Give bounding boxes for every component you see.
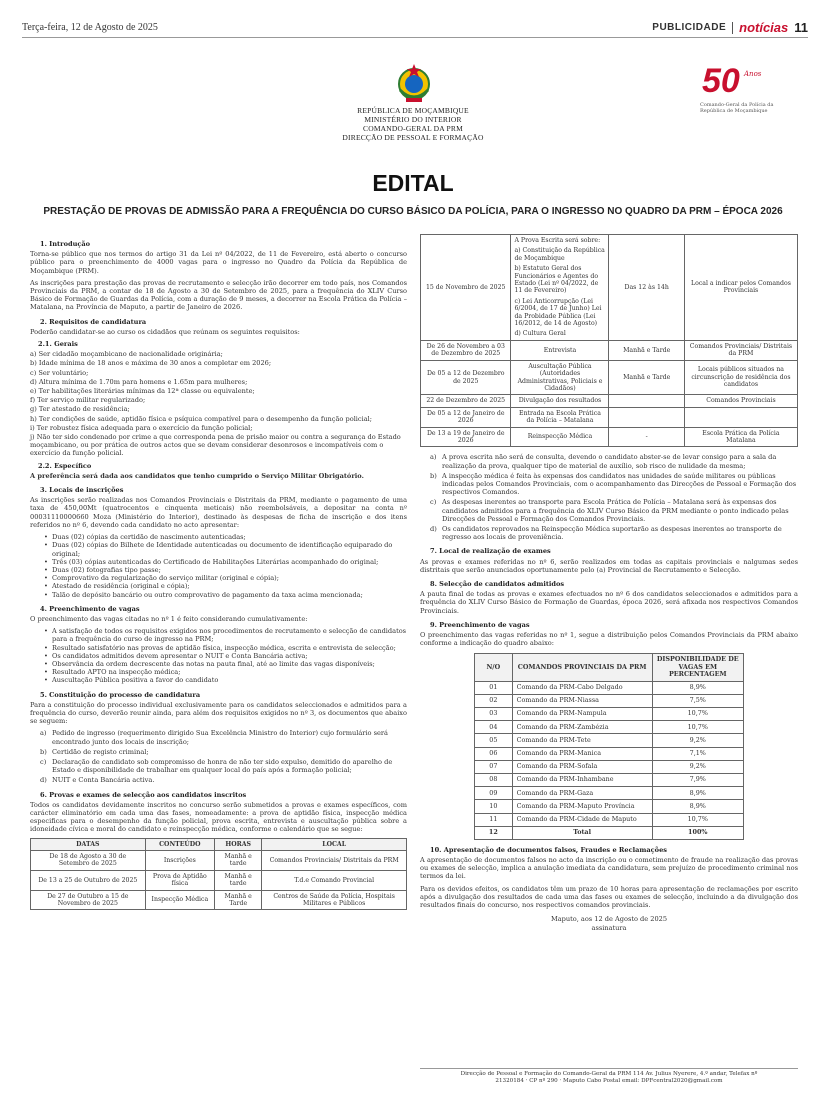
- table-row: [475, 734, 744, 747]
- table-cell: 12: [475, 826, 513, 839]
- list-item: h) Ter condições de saúde, aptidão física e psíquica compatível para o desempenho da função policial;: [30, 414, 372, 423]
- item-key: a): [430, 453, 437, 462]
- table-cell: 01: [475, 681, 513, 694]
- table-cell: Comando da PRM-Gaza: [512, 787, 652, 800]
- table-cell: 06: [475, 747, 513, 760]
- section-heading: 7. Local de realização de exames: [430, 547, 551, 556]
- table-cell: De 27 de Outubro a 15 de Novembro de 2025: [31, 890, 146, 910]
- institution-line: REPÚBLICA DE MOÇAMBIQUE: [357, 106, 469, 115]
- paragraph: As inscrições serão realizadas nos Comandos Provinciais e Distritais da PRM, mediante o pagamento de uma taxa de 450,00Mt (quatrocentos e cinquenta meticais) não reembolsáveis, a depositar na conta nº 00031110000660 Moza (Ministério do Interior), destinado às despesas de ficha de inscrição e dos itens referidos no nº 6, devendo cada candidato no acto apresentar:: [30, 496, 407, 529]
- list-item: • Duas (02) fotografias tipo passe;: [44, 566, 407, 574]
- table-cell: De 13 a 25 de Outubro de 2025: [31, 870, 146, 890]
- table-cell: 08: [475, 773, 513, 786]
- table-cell: 8,9%: [652, 681, 743, 694]
- table-cell: De 18 de Agosto a 30 de Setembro de 2025: [31, 851, 146, 871]
- schedule-table-continued: [420, 234, 798, 447]
- table-row: [475, 760, 744, 773]
- table-row: [475, 721, 744, 734]
- publication-date: Terça-feira, 12 de Agosto de 2025: [22, 22, 158, 33]
- subsection-heading: 2.2. Específico: [38, 461, 92, 470]
- table-cell: [511, 235, 609, 341]
- list-item: b) Idade mínima de 18 anos e máxima de 30 anos a completar em 2026;: [30, 359, 272, 368]
- table-cell: Comando da PRM-Inhambane: [512, 773, 652, 786]
- table-cell: Comandos Provinciais/ Distritais da PRM: [684, 340, 797, 360]
- table-cell: Das 12 às 14h: [609, 235, 684, 341]
- table-cell: Auscultação Pública (Autoridades Administrativas, Policiais e Cidadãos): [511, 360, 609, 395]
- document-subtitle: PRESTAÇÃO DE PROVAS DE ADMISSÃO PARA A FREQUÊNCIA DO CURSO BÁSICO DA POLÍCIA, PARA O INGRESSO NO QUADRO DA PRM – ÉPOCA 2026: [43, 206, 783, 217]
- table-cell: Inscrições: [145, 851, 214, 871]
- newspaper-logo: notícias: [739, 20, 789, 35]
- section-heading: 1. Introdução: [40, 240, 91, 248]
- table-cell: 10: [475, 800, 513, 813]
- list-item: [40, 729, 407, 745]
- table-cell: 15 de Novembro de 2025: [421, 235, 511, 341]
- table-cell: Entrada na Escola Prática da Polícia – Matalana: [511, 407, 609, 427]
- table-header: DATAS: [31, 838, 146, 850]
- table-header: N/O: [475, 654, 513, 681]
- table-cell: 9,2%: [652, 760, 743, 773]
- table-cell: Comando da PRM-Manica: [512, 747, 652, 760]
- list-item: e) Ter habilitações literárias mínimas da 12ª classe ou equivalente;: [30, 387, 255, 396]
- table-cell: 10,7%: [652, 813, 743, 826]
- table-cell: Local a indicar pelos Comandos Provinciais: [684, 235, 797, 341]
- table-row: [475, 747, 744, 760]
- anniversary-caption: Comando-Geral da Polícia da República de Moçambique: [700, 102, 774, 114]
- footer-line: Direcção de Pessoal e Formação do Comando-Geral da PRM 114 Av. Julius Nyerere, 4.º andar, Telefax nº: [460, 1071, 758, 1077]
- masthead: [652, 20, 808, 35]
- paragraph: A pauta final de todas as provas e exames efectuados no nº 6 dos candidatos seleccionados e admitidos para a frequência do XLIV Curso Básico de Formação de Guardas, época 2026, será afixada nos respectivos Comandos Provinciais.: [420, 590, 798, 615]
- table-cell: Escola Prática da Polícia Matalana: [684, 427, 797, 447]
- table-row-total: [475, 826, 744, 839]
- list-item: • Os candidatos admitidos devem apresentar o NUIT e Conta Bancária activa;: [44, 652, 407, 660]
- item-text: Pedido de ingresso (requerimento dirigido Sua Excelência Ministro do Interior) cujo formulário será encontrado junto dos locais de inscrição;: [52, 729, 388, 746]
- item-text: A inspecção médica é feita às expensas dos candidatos nas unidades de saúde militares ou públicas indicadas pelos Comandos Provinciais, com o acompanhamento das Direcções de Pessoal e Formação dos respectivos Comandos.: [442, 471, 797, 497]
- list-item: [430, 498, 798, 523]
- list-item: • Resultado APTO na inspecção médica;: [44, 668, 407, 676]
- table-cell: De 13 a 19 de Janeiro de 2026: [421, 427, 511, 447]
- table-header: CONTEÚDO: [145, 838, 214, 850]
- list-item: [40, 776, 407, 784]
- list-item: d) Altura mínima de 1.70m para homens e 1.65m para mulheres;: [30, 377, 248, 386]
- table-cell: Comando da PRM-Cidade de Maputo: [512, 813, 652, 826]
- paragraph: As inscrições para prestação das provas de recrutamento e selecção irão decorrer em todo país, nos Comandos Provinciais da PRM, a contar de 18 de Agosto a 30 de Setembro de 2025, para a frequência do XLIV Curso Básico de Formação de Guardas da Polícia, com a duração de 9 meses, a decorrer na Escola Prática da Polícia – Matalana, na Província de Maputo, a partir de Janeiro de 2026.: [30, 278, 407, 312]
- table-cell: 8,9%: [652, 800, 743, 813]
- table-cell: Reinspecção Médica: [511, 427, 609, 447]
- table-row: [31, 890, 407, 910]
- documents-list: [44, 533, 407, 599]
- institution-header: [0, 106, 826, 142]
- divider: [732, 22, 733, 34]
- table-row: [421, 407, 798, 427]
- table-cell: Manhã e Tarde: [609, 340, 684, 360]
- paragraph: Para a constituição do processo individual exclusivamente para os candidatos seleccionados e admitidos para a frequência do curso, deverão reunir ainda, para além dos requisitos exigidos no nº 3, os documentos que abaixo se seguem:: [30, 700, 407, 726]
- item-key: b): [40, 747, 47, 756]
- list-item: g) Ter atestado de residência;: [30, 405, 130, 414]
- list-item: • Atestado de residência (original e cópia);: [44, 582, 407, 590]
- list-item: a) Ser cidadão moçambicano de nacionalidade originária;: [30, 350, 223, 359]
- table-cell: 02: [475, 694, 513, 707]
- mozambique-emblem-icon: [392, 60, 436, 104]
- table-row: [421, 360, 798, 395]
- section-heading: 6. Provas e exames de selecção aos candidatos inscritos: [40, 790, 247, 799]
- schedule-table: [30, 838, 407, 911]
- item-text: A prova escrita não será de consulta, devendo o candidato abster-se de levar consigo para a sala da realização da prova, qualquer tipo de material de auxílio, sob risco de nulidade da mesma;: [442, 453, 777, 470]
- requirements-list: [30, 350, 407, 457]
- exam-content-line: b) Estatuto Geral dos Funcionários e Agentes do Estado (Lei nº 04/2022, de 11 de Fevereiro): [514, 265, 599, 295]
- institution-line: MINISTÉRIO DO INTERIOR: [364, 115, 462, 124]
- document-title: EDITAL: [372, 170, 454, 196]
- table-cell: Inspecção Médica: [145, 890, 214, 910]
- table-row: [421, 235, 798, 341]
- item-text: NUIT e Conta Bancária activa.: [52, 776, 155, 785]
- table-header: HORAS: [215, 838, 262, 850]
- right-column: [420, 234, 798, 932]
- table-cell: Comando da PRM-Tete: [512, 734, 652, 747]
- paragraph: Todos os candidatos devidamente inscritos no concurso serão submetidos a provas e exames específicos, com carácter eliminatório em cada uma das fases, nomeadamente: a prova de aptidão física, inspecção médica especificas para o desempenho da função policial, prova escrita, entrevista e auscultação pública sobre a idoneidade cívica e moral do candidato e reinspecção médica, conforme o calendário que se segue:: [30, 800, 407, 834]
- table-cell: 100%: [652, 826, 743, 839]
- table-cell: Total: [512, 826, 652, 839]
- table-row: [421, 340, 798, 360]
- exam-content-line: a) Constituição da República de Moçambique: [514, 247, 605, 262]
- table-cell: Manhã e Tarde: [215, 890, 262, 910]
- table-row: [31, 851, 407, 871]
- section-heading: 4. Preenchimento de vagas: [40, 604, 140, 613]
- item-key: c): [40, 757, 47, 766]
- table-cell: Comando da PRM-Sofala: [512, 760, 652, 773]
- footer-line: 21320184 · CP nº 290 · Maputo Cabo Postal email: DPFcentral2020@gmail.com: [495, 1078, 723, 1084]
- table-cell: 10,7%: [652, 721, 743, 734]
- document-footer: [420, 1068, 798, 1085]
- institution-line: COMANDO-GERAL DA PRM: [363, 124, 463, 133]
- exam-content-line: c) Lei Anticorrupção (Lei 6/2004, de 17 de Junho) Lei da Probidade Pública (Lei 16/2012, de 14 de Agosto): [514, 297, 602, 328]
- anniversary-number: 50: [702, 62, 740, 100]
- table-cell: Prova de Aptidão física: [145, 870, 214, 890]
- item-key: b): [430, 471, 437, 480]
- paragraph: Para os devidos efeitos, os candidatos têm um prazo de 10 horas para apresentação de reclamações por escrito após a divulgação dos resultados de cada uma das fases ou exames de selecção, incluindo a da divulgação dos resultados finais do concurso, nos respectivos comandos provinciais.: [420, 884, 798, 910]
- item-key: a): [40, 729, 47, 738]
- table-cell: 04: [475, 721, 513, 734]
- table-cell: De 26 de Novembro a 03 de Dezembro de 2025: [421, 340, 511, 360]
- table-row: [475, 787, 744, 800]
- section-label: PUBLICIDADE: [652, 22, 727, 33]
- table-cell: 05: [475, 734, 513, 747]
- table-header: DISPONIBILIDADE DE VAGAS EM PERCENTAGEM: [652, 654, 743, 681]
- table-header: COMANDOS PROVINCIAIS DA PRM: [512, 654, 652, 681]
- item-text: Certidão de registo criminal;: [52, 747, 149, 756]
- table-cell: De 05 a 12 de Dezembro de 2025: [421, 360, 511, 395]
- list-item: • Duas (02) cópias do Bilhete de Identidade autenticadas ou documento de identificação equiparado do original;: [44, 541, 407, 557]
- paragraph: O preenchimento das vagas referidas no nº 1, segue a distribuição pelos Comandos Provinciais da PRM abaixo conforme a indicação do quadro abaixo:: [420, 631, 798, 648]
- list-item: f) Ter serviço militar regularizado;: [30, 396, 146, 405]
- table-cell: 10,7%: [652, 708, 743, 721]
- table-cell: Comando da PRM-Cabo Delgado: [512, 681, 652, 694]
- table-cell: Locais públicos situados na circunscrição de residência dos candidatos: [684, 360, 797, 395]
- table-cell: 7,9%: [652, 773, 743, 786]
- table-cell: Comando da PRM-Zambézia: [512, 721, 652, 734]
- list-item: • A satisfação de todos os requisitos exigidos nos procedimentos de recrutamento e selecção de candidatos para a frequência do curso de ingresso na PRM;: [44, 627, 407, 643]
- table-cell: 11: [475, 813, 513, 826]
- page-number: 11: [794, 20, 808, 35]
- table-cell: 9,2%: [652, 734, 743, 747]
- signature-block: [420, 915, 798, 931]
- table-cell: [609, 407, 684, 427]
- section-heading: 10. Apresentação de documentos falsos, Fraudes e Reclamações: [430, 845, 667, 854]
- table-row: [475, 694, 744, 707]
- table-cell: 03: [475, 708, 513, 721]
- table-row: [475, 800, 744, 813]
- list-item: • Auscultação Pública positiva a favor do candidato: [44, 676, 407, 684]
- newspaper-top-bar: [22, 20, 808, 38]
- criteria-list: [44, 627, 407, 684]
- paragraph: Poderão candidatar-se ao curso os cidadãos que reúnam os seguintes requisitos:: [30, 327, 300, 336]
- list-item: j) Não ter sido condenado por crime a que corresponda pena de prisão maior ou contra a segurança do Estado moçambicano, ou por prática de outros actos que se devam considerar desonrosos e incompatíveis com o exercício da função policial.: [30, 433, 401, 458]
- signature-label: assinatura: [591, 923, 627, 932]
- table-cell: Comandos Provinciais/ Distritais da PRM: [262, 851, 407, 871]
- exam-content-line: d) Cultura Geral: [514, 330, 566, 338]
- table-row: [475, 773, 744, 786]
- paragraph: O preenchimento das vagas citadas no nº 1 é feito considerando cumulativamente:: [30, 614, 308, 623]
- item-text: Os candidatos reprovados na Reinspecção Médica suportarão as despesas inerentes ao transporte de regresso aos locais de proveniência.: [442, 524, 782, 542]
- table-row: [475, 813, 744, 826]
- table-cell: 07: [475, 760, 513, 773]
- paragraph: Torna-se público que nos termos do artigo 31 da Lei nº 04/2022, de 11 de Fevereiro, está aberto o concurso público para o preenchimento de 4000 vagas para o ingresso no Quadro da Polícia da República de Moçambique (PRM).: [30, 250, 407, 275]
- section-heading: 8. Selecção de candidatos admitidos: [430, 579, 565, 588]
- list-item: [40, 758, 407, 774]
- table-cell: 7,5%: [652, 694, 743, 707]
- item-key: d): [430, 524, 437, 533]
- table-cell: Divulgação dos resultados: [511, 395, 609, 407]
- table-cell: 09: [475, 787, 513, 800]
- list-item: • Comprovativo da regularização do serviço militar (original e cópia);: [44, 574, 407, 582]
- table-header: LOCAL: [262, 838, 407, 850]
- list-item: [430, 525, 798, 541]
- list-item: [40, 748, 407, 756]
- item-text: Declaração de candidato sob compromisso de honra de não ter sido expulso, demitido do aparelho de Estado e disponibilidade de trabalhar em qualquer local do país após a formação policial;: [52, 757, 393, 775]
- table-cell: Manhã e Tarde: [609, 360, 684, 395]
- table-cell: T.d.e Comando Provincial: [262, 870, 407, 890]
- section-heading: 2. Requisitos de candidatura: [40, 317, 147, 326]
- list-item: • Observância da ordem decrescente das notas na pauta final, até ao limite das vagas disponíveis;: [44, 660, 407, 668]
- table-cell: Comandos Provinciais: [684, 395, 797, 407]
- process-documents-list: [40, 729, 407, 784]
- table-cell: 22 de Dezembro de 2025: [421, 395, 511, 407]
- item-key: d): [40, 776, 47, 785]
- table-row: [421, 427, 798, 447]
- table-cell: 8,9%: [652, 787, 743, 800]
- table-row: [475, 681, 744, 694]
- exam-content-line: A Prova Escrita será sobre:: [514, 237, 601, 244]
- exam-notes-list: [430, 453, 798, 541]
- table-cell: -: [609, 427, 684, 447]
- paragraph: A preferência será dada aos candidatos que tenho cumprido o Serviço Militar Obrigatório.: [30, 471, 364, 480]
- table-cell: Manhã e tarde: [215, 851, 262, 871]
- list-item: • Três (03) cópias autenticadas do Certificado de Habilitações Literárias acompanhado do original;: [44, 558, 407, 566]
- anniversary-label: Anos: [744, 70, 762, 78]
- list-item: [430, 453, 798, 469]
- left-column: [30, 234, 407, 914]
- table-cell: 7,1%: [652, 747, 743, 760]
- list-item: • Resultado satisfatório nas provas de aptidão física, inspecção médica, escrita e entrevista de selecção;: [44, 644, 407, 652]
- paragraph: A apresentação de documentos falsos no acto da inscrição ou o cometimento de fraude na realização das provas ou exames de selecção, implica a anulação imediata da candidatura, sem prejuízo de procedimento criminal nos termos da lei.: [420, 856, 798, 881]
- table-cell: Comando da PRM-Niassa: [512, 694, 652, 707]
- item-text: As despesas inerentes ao transporte para Escola Prática de Polícia – Matalana será às expensas dos candidatos admitidos para a frequência do XLIV Curso Básico da PRM mediante o ponto indicado pelas Direcções de Pessoal e Formação dos Comandos Provinciais.: [442, 498, 789, 523]
- table-cell: De 05 a 12 de Janeiro de 2026: [421, 407, 511, 427]
- table-cell: [684, 407, 797, 427]
- list-item: c) Ser voluntário;: [30, 368, 89, 377]
- list-item: • Talão de depósito bancário ou outro comprovativo de pagamento da taxa acima mencionada;: [44, 591, 407, 599]
- section-heading: 3. Locais de inscrições: [40, 486, 124, 495]
- item-key: c): [430, 498, 437, 507]
- table-row: [475, 708, 744, 721]
- section-heading: 9. Preenchimento de vagas: [430, 620, 530, 629]
- table-cell: Manhã e tarde: [215, 870, 262, 890]
- table-row: [31, 870, 407, 890]
- list-item: [430, 472, 798, 497]
- table-cell: Comando da PRM-Maputo Província: [512, 800, 652, 813]
- table-cell: Centros de Saúde da Polícia, Hospitais Militares e Públicos: [262, 890, 407, 910]
- subsection-heading: 2.1. Gerais: [38, 340, 78, 349]
- list-item: i) Ter robustez física adequada para o exercício da função policial;: [30, 423, 253, 432]
- paragraph: As provas e exames referidas no nº 6, serão realizados em todas as capitais provinciais e nalgumas sedes distritais que serão anunciados oportunamente pelo (a) Provincial de Recrutamento e Selecção.: [420, 557, 798, 574]
- list-item: • Duas (02) cópias da certidão de nascimento autenticadas;: [44, 533, 407, 541]
- table-cell: Entrevista: [511, 340, 609, 360]
- institution-line: DIRECÇÃO DE PESSOAL E FORMAÇÃO: [342, 133, 484, 142]
- table-cell: [609, 395, 684, 407]
- signature-place-date: Maputo, aos 12 de Agosto de 2025: [550, 915, 668, 924]
- table-cell: Comando da PRM-Nampula: [512, 708, 652, 721]
- vacancies-table: [474, 653, 744, 839]
- table-row: [421, 395, 798, 407]
- section-heading: 5. Constituição do processo de candidatura: [40, 690, 201, 699]
